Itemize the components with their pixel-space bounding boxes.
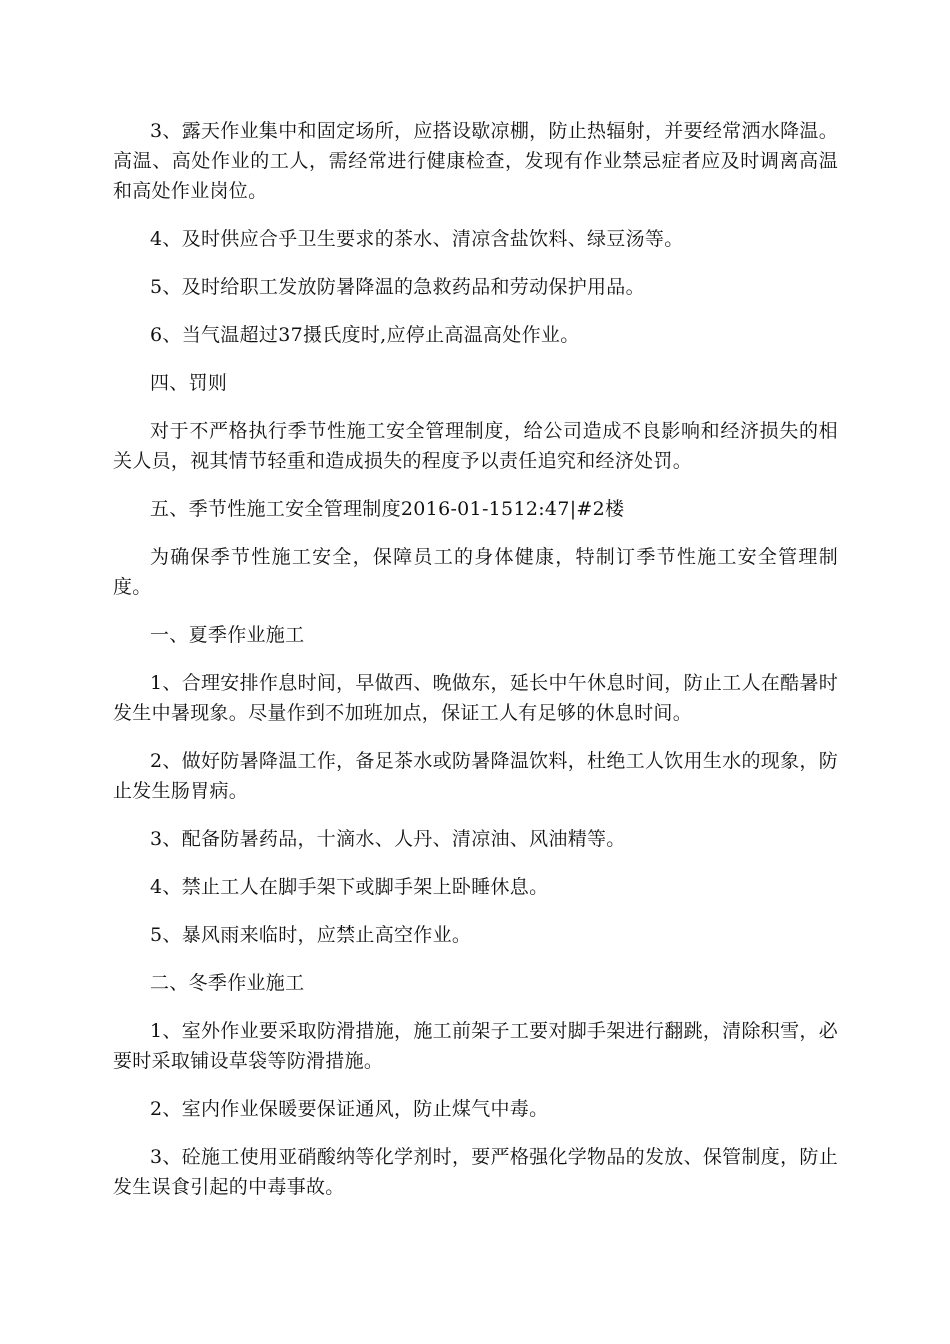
paragraph: 1、室外作业要采取防滑措施，施工前架子工要对脚手架进行翻跳，清除积雪，必要时采取铺设草袋等防滑措施。 [113,1020,838,1072]
paragraph: 5、暴风雨来临时，应禁止高空作业。 [150,924,472,946]
section-heading: 一、夏季作业施工 [150,624,305,646]
paragraph: 5、及时给职工发放防暑降温的急救药品和劳动保护用品。 [150,276,645,298]
document-body [113,116,838,1220]
paragraph: 4、及时供应合乎卫生要求的茶水、清凉含盐饮料、绿豆汤等。 [150,228,684,250]
paragraph: 对于不严格执行季节性施工安全管理制度，给公司造成不良影响和经济损失的相关人员，视其情节轻重和造成损失的程度予以责任追究和经济处罚。 [113,420,838,472]
section-heading: 四、罚则 [150,372,228,394]
paragraph: 4、禁止工人在脚手架下或脚手架上卧睡休息。 [150,876,549,898]
paragraph: 1、合理安排作息时间，早做西、晚做东，延长中午休息时间，防止工人在酷暑时发生中暑现象。尽量作到不加班加点，保证工人有足够的休息时间。 [113,672,838,724]
paragraph: 3、砼施工使用亚硝酸纳等化学剂时，要严格强化学物品的发放、保管制度，防止发生误食引起的中毒事故。 [113,1146,838,1198]
section-heading: 五、季节性施工安全管理制度2016-01-1512:47|#2楼 [150,498,625,520]
paragraph: 2、室内作业保暖要保证通风，防止煤气中毒。 [150,1098,549,1120]
paragraph: 为确保季节性施工安全，保障员工的身体健康，特制订季节性施工安全管理制度。 [113,546,838,598]
paragraph: 6、当气温超过37摄氏度时,应停止高温高处作业。 [150,324,580,346]
paragraph: 2、做好防暑降温工作，备足茶水或防暑降温饮料，杜绝工人饮用生水的现象，防止发生肠胃病。 [113,750,838,802]
paragraph: 3、露天作业集中和固定场所，应搭设歇凉棚，防止热辐射，并要经常洒水降温。高温、高处作业的工人，需经常进行健康检查，发现有作业禁忌症者应及时调离高温和高处作业岗位。 [113,120,838,202]
section-heading: 二、冬季作业施工 [150,972,305,994]
paragraph: 3、配备防暑药品，十滴水、人丹、清凉油、风油精等。 [150,828,626,850]
